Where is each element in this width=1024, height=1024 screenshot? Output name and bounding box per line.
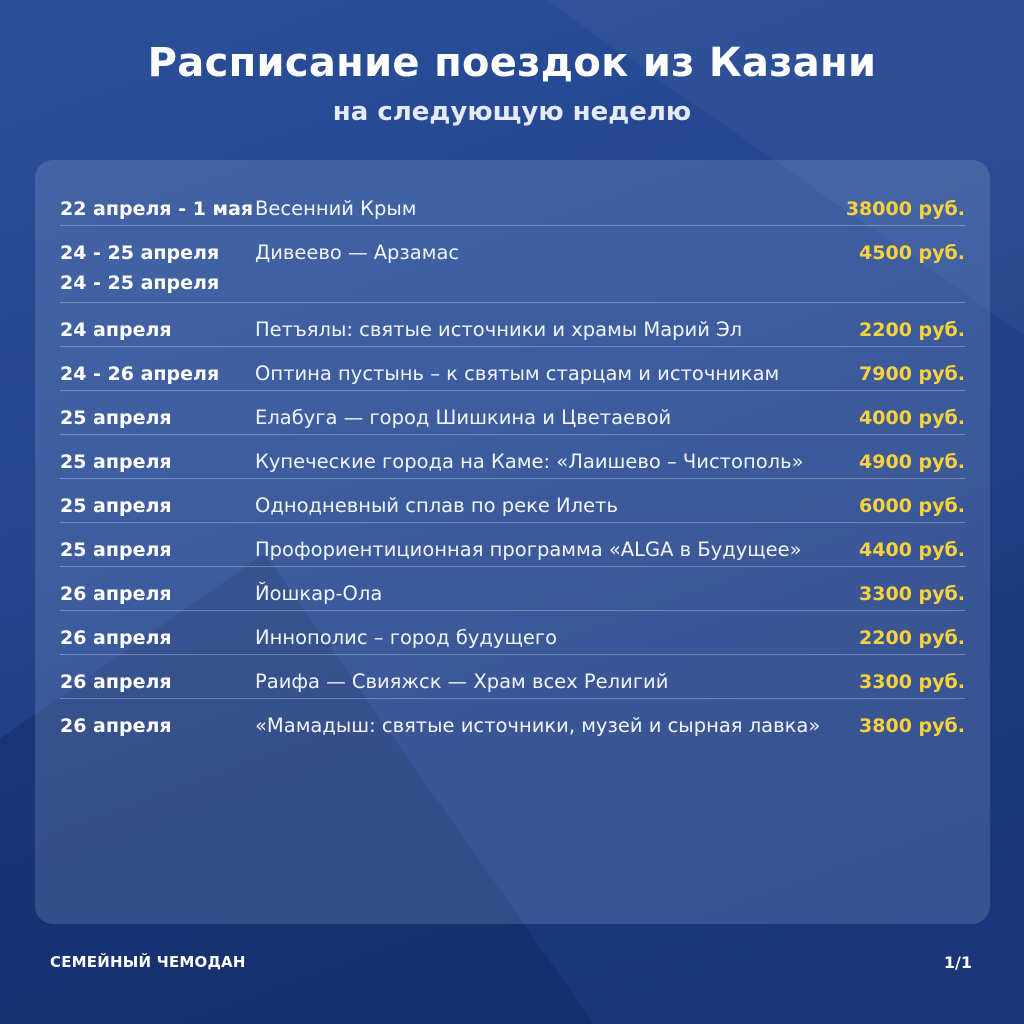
trip-price: 2200 руб.: [859, 627, 965, 649]
trip-dates: [60, 491, 255, 521]
trip-price: 4000 руб.: [859, 407, 965, 429]
trip-dates: [60, 667, 255, 697]
trip-price: 3800 руб.: [859, 715, 965, 737]
page-indicator: 1/1: [943, 953, 972, 972]
trip-date: 26 апреля: [60, 715, 172, 737]
trip-dates: [60, 579, 255, 609]
trip-dates: [60, 403, 255, 433]
schedule-row: [60, 391, 965, 435]
schedule-row: [60, 435, 965, 479]
schedule-row: [60, 303, 965, 347]
schedule-row: [60, 655, 965, 699]
trip-date: 26 апреля: [60, 583, 172, 605]
trip-name: Йошкар-Ола: [255, 582, 383, 605]
trip-price: 4900 руб.: [859, 451, 965, 473]
trip-dates: [60, 711, 255, 741]
trip-date: 25 апреля: [60, 539, 172, 561]
page-subtitle: на следующую неделю: [332, 97, 692, 127]
trip-name: Весенний Крым: [255, 197, 417, 220]
trip-price: 3300 руб.: [859, 583, 965, 605]
trip-date: 25 апреля: [60, 451, 172, 473]
trip-dates: [60, 535, 255, 565]
trip-price: 3300 руб.: [859, 671, 965, 693]
schedule-row: [60, 611, 965, 655]
trip-date: 24 - 25 апреля: [60, 272, 220, 294]
trip-price: 2200 руб.: [859, 319, 965, 341]
schedule-panel: [35, 160, 990, 924]
trip-date: 24 - 26 апреля: [60, 363, 220, 385]
trip-name: Иннополис – город будущего: [255, 626, 557, 649]
trip-date: 26 апреля: [60, 671, 172, 693]
trip-name: Оптина пустынь – к святым старцам и источникам: [255, 362, 780, 385]
trip-date: 25 апреля: [60, 407, 172, 429]
trip-dates: [60, 238, 255, 298]
trip-date: 22 апреля - 1 мая: [60, 198, 254, 220]
brand-name: СЕМЕЙНЫЙ ЧЕМОДАН: [50, 953, 246, 971]
trip-name: Однодневный сплав по реке Илеть: [255, 494, 618, 517]
trip-dates: [60, 359, 255, 389]
schedule-row: [60, 182, 965, 226]
trip-name: Дивеево — Арзамас: [255, 241, 460, 264]
schedule-row: [60, 347, 965, 391]
trip-price: 6000 руб.: [859, 495, 965, 517]
trip-price: 4500 руб.: [859, 242, 965, 264]
schedule-row: [60, 567, 965, 611]
trip-price: 4400 руб.: [859, 539, 965, 561]
trip-name: «Мамадыш: святые источники, музей и сырная лавка»: [255, 714, 821, 737]
trip-price: 38000 руб.: [845, 198, 965, 220]
trip-name: Раифа — Свияжск — Храм всех Религий: [255, 670, 669, 693]
trip-name: Купеческие города на Каме: «Лаишево – Чистополь»: [255, 450, 804, 473]
trip-date: 25 апреля: [60, 495, 172, 517]
page-title: Расписание поездок из Казани: [147, 40, 877, 86]
trip-name: Петъялы: святые источники и храмы Марий Эл: [255, 318, 743, 341]
trip-dates: [60, 315, 255, 345]
trip-name: Елабуга — город Шишкина и Цветаевой: [255, 406, 672, 429]
trip-date: 24 - 25 апреля: [60, 242, 220, 264]
trip-date: 26 апреля: [60, 627, 172, 649]
schedule-row: [60, 523, 965, 567]
trip-dates: [60, 194, 255, 224]
trip-dates: [60, 447, 255, 477]
trip-price: 7900 руб.: [859, 363, 965, 385]
schedule-row: [60, 699, 965, 743]
trip-name: Профориентиционная программа «ALGA в Будущее»: [255, 538, 802, 561]
schedule-list: [60, 182, 965, 743]
schedule-row: [60, 226, 965, 303]
trip-dates: [60, 623, 255, 653]
schedule-row: [60, 479, 965, 523]
trip-date: 24 апреля: [60, 319, 172, 341]
